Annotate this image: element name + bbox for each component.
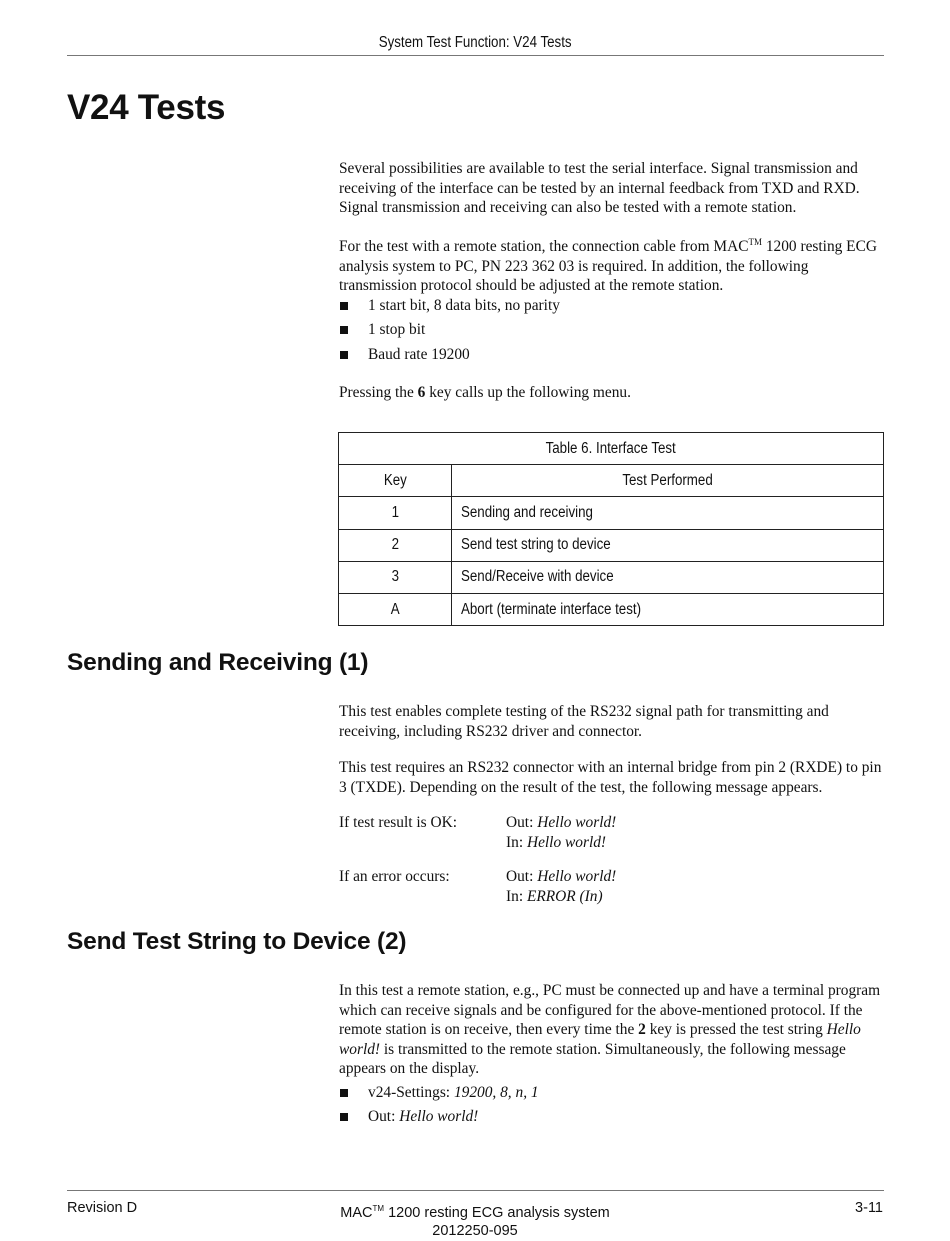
list-item: Out: Hello world! [339,1107,887,1131]
display-message-list [339,1083,887,1132]
footer-product [0,1200,950,1240]
list-item: 1 stop bit [339,320,887,344]
table-row [339,529,884,561]
row-test: Send/Receive with device [461,568,614,586]
column-header-key: Key [383,471,407,489]
page-title: V24 Tests [67,88,226,127]
error-label: If an error occurs: [339,868,450,885]
menu-paragraph: Pressing the 6 key calls up the following menu. [339,384,631,401]
table-row [339,497,884,529]
ok-message-block [339,813,887,853]
error-message-block [339,867,887,907]
table-caption: Table 6. Interface Test [545,439,677,457]
section-heading-send-test-string: Send Test String to Device (2) [67,928,407,955]
error-in-line: In: ERROR (In) [506,887,603,905]
list-item: v24-Settings: 19200, 8, n, 1 [339,1083,887,1107]
row-key: 2 [391,536,399,554]
row-test: Send test string to device [461,536,611,554]
bullet-square-icon [340,351,348,359]
remote-terminal-paragraph: In this test a remote station, e.g., PC must be connected up and have a terminal program which can receive signals and be configured for the above-mentioned protocol. If the remote station is on receive, then every time the 2 key is pressed the test string Hello world! is transmitted to the remote station. Simultaneously, the following message appears on the display. [339,982,881,1078]
bullet-square-icon [340,302,348,310]
footer-product-name: MAC™ 1200 resting ECG analysis system [340,1204,610,1221]
bullet-square-icon [340,1113,348,1121]
footer-page-number: 3-11 [855,1200,883,1216]
section-heading-sending-receiving: Sending and Receiving (1) [67,649,369,676]
list-item: Baud rate 19200 [339,345,887,369]
row-test: Sending and receiving [461,503,593,521]
table-caption-row [339,433,884,465]
footer-revision: Revision D [67,1200,138,1216]
header-rule [67,55,884,56]
running-header [0,34,950,52]
bridge-paragraph: This test requires an RS232 connector with an internal bridge from pin 2 (RXDE) to pin 3 (TXDE). Depending on the result of the test, the following message appears. [339,759,882,796]
remote-station-paragraph: For the test with a remote station, the connection cable from MAC™ 1200 resting ECG analysis system to PC, PN 223 362 03 is required. In addition, the following transmission protocol should be adjusted at the remote station. [339,237,877,295]
protocol-list [339,296,887,369]
table-row [339,561,884,593]
trademark-sup: TM [748,237,762,247]
ok-label: If test result is OK: [339,814,457,831]
column-header-test: Test Performed [622,471,713,489]
row-key: 1 [391,503,399,521]
row-test: Abort (terminate interface test) [461,600,642,618]
running-header-text: System Test Function: V24 Tests [378,34,572,51]
table-header-row [339,465,884,497]
key-two: 2 [638,1021,646,1039]
bullet-square-icon [340,326,348,334]
footer-doc-number: 2012250-095 [432,1222,518,1239]
error-out-line: Out: Hello world! [506,868,617,885]
key-six: 6 [417,384,426,401]
ok-out-line: Out: Hello world! [506,814,617,831]
interface-test-table [338,432,884,626]
table-row [339,593,884,625]
bullet-square-icon [340,1089,348,1097]
row-key: A [390,600,400,618]
ok-in-line: In: Hello world! [506,833,607,851]
footer-rule [67,1190,884,1191]
rs232-paragraph: This test enables complete testing of the RS232 signal path for transmitting and receiving, including RS232 driver and connector. [339,703,829,740]
row-key: 3 [391,568,399,586]
list-item: 1 start bit, 8 data bits, no parity [339,296,887,320]
intro-paragraph: Several possibilities are available to test the serial interface. Signal transmission and receiving of the interface can be tested by an internal feedback from TXD and RXD. Signal transmission and receiving can also be tested with a remote station. [339,160,860,217]
